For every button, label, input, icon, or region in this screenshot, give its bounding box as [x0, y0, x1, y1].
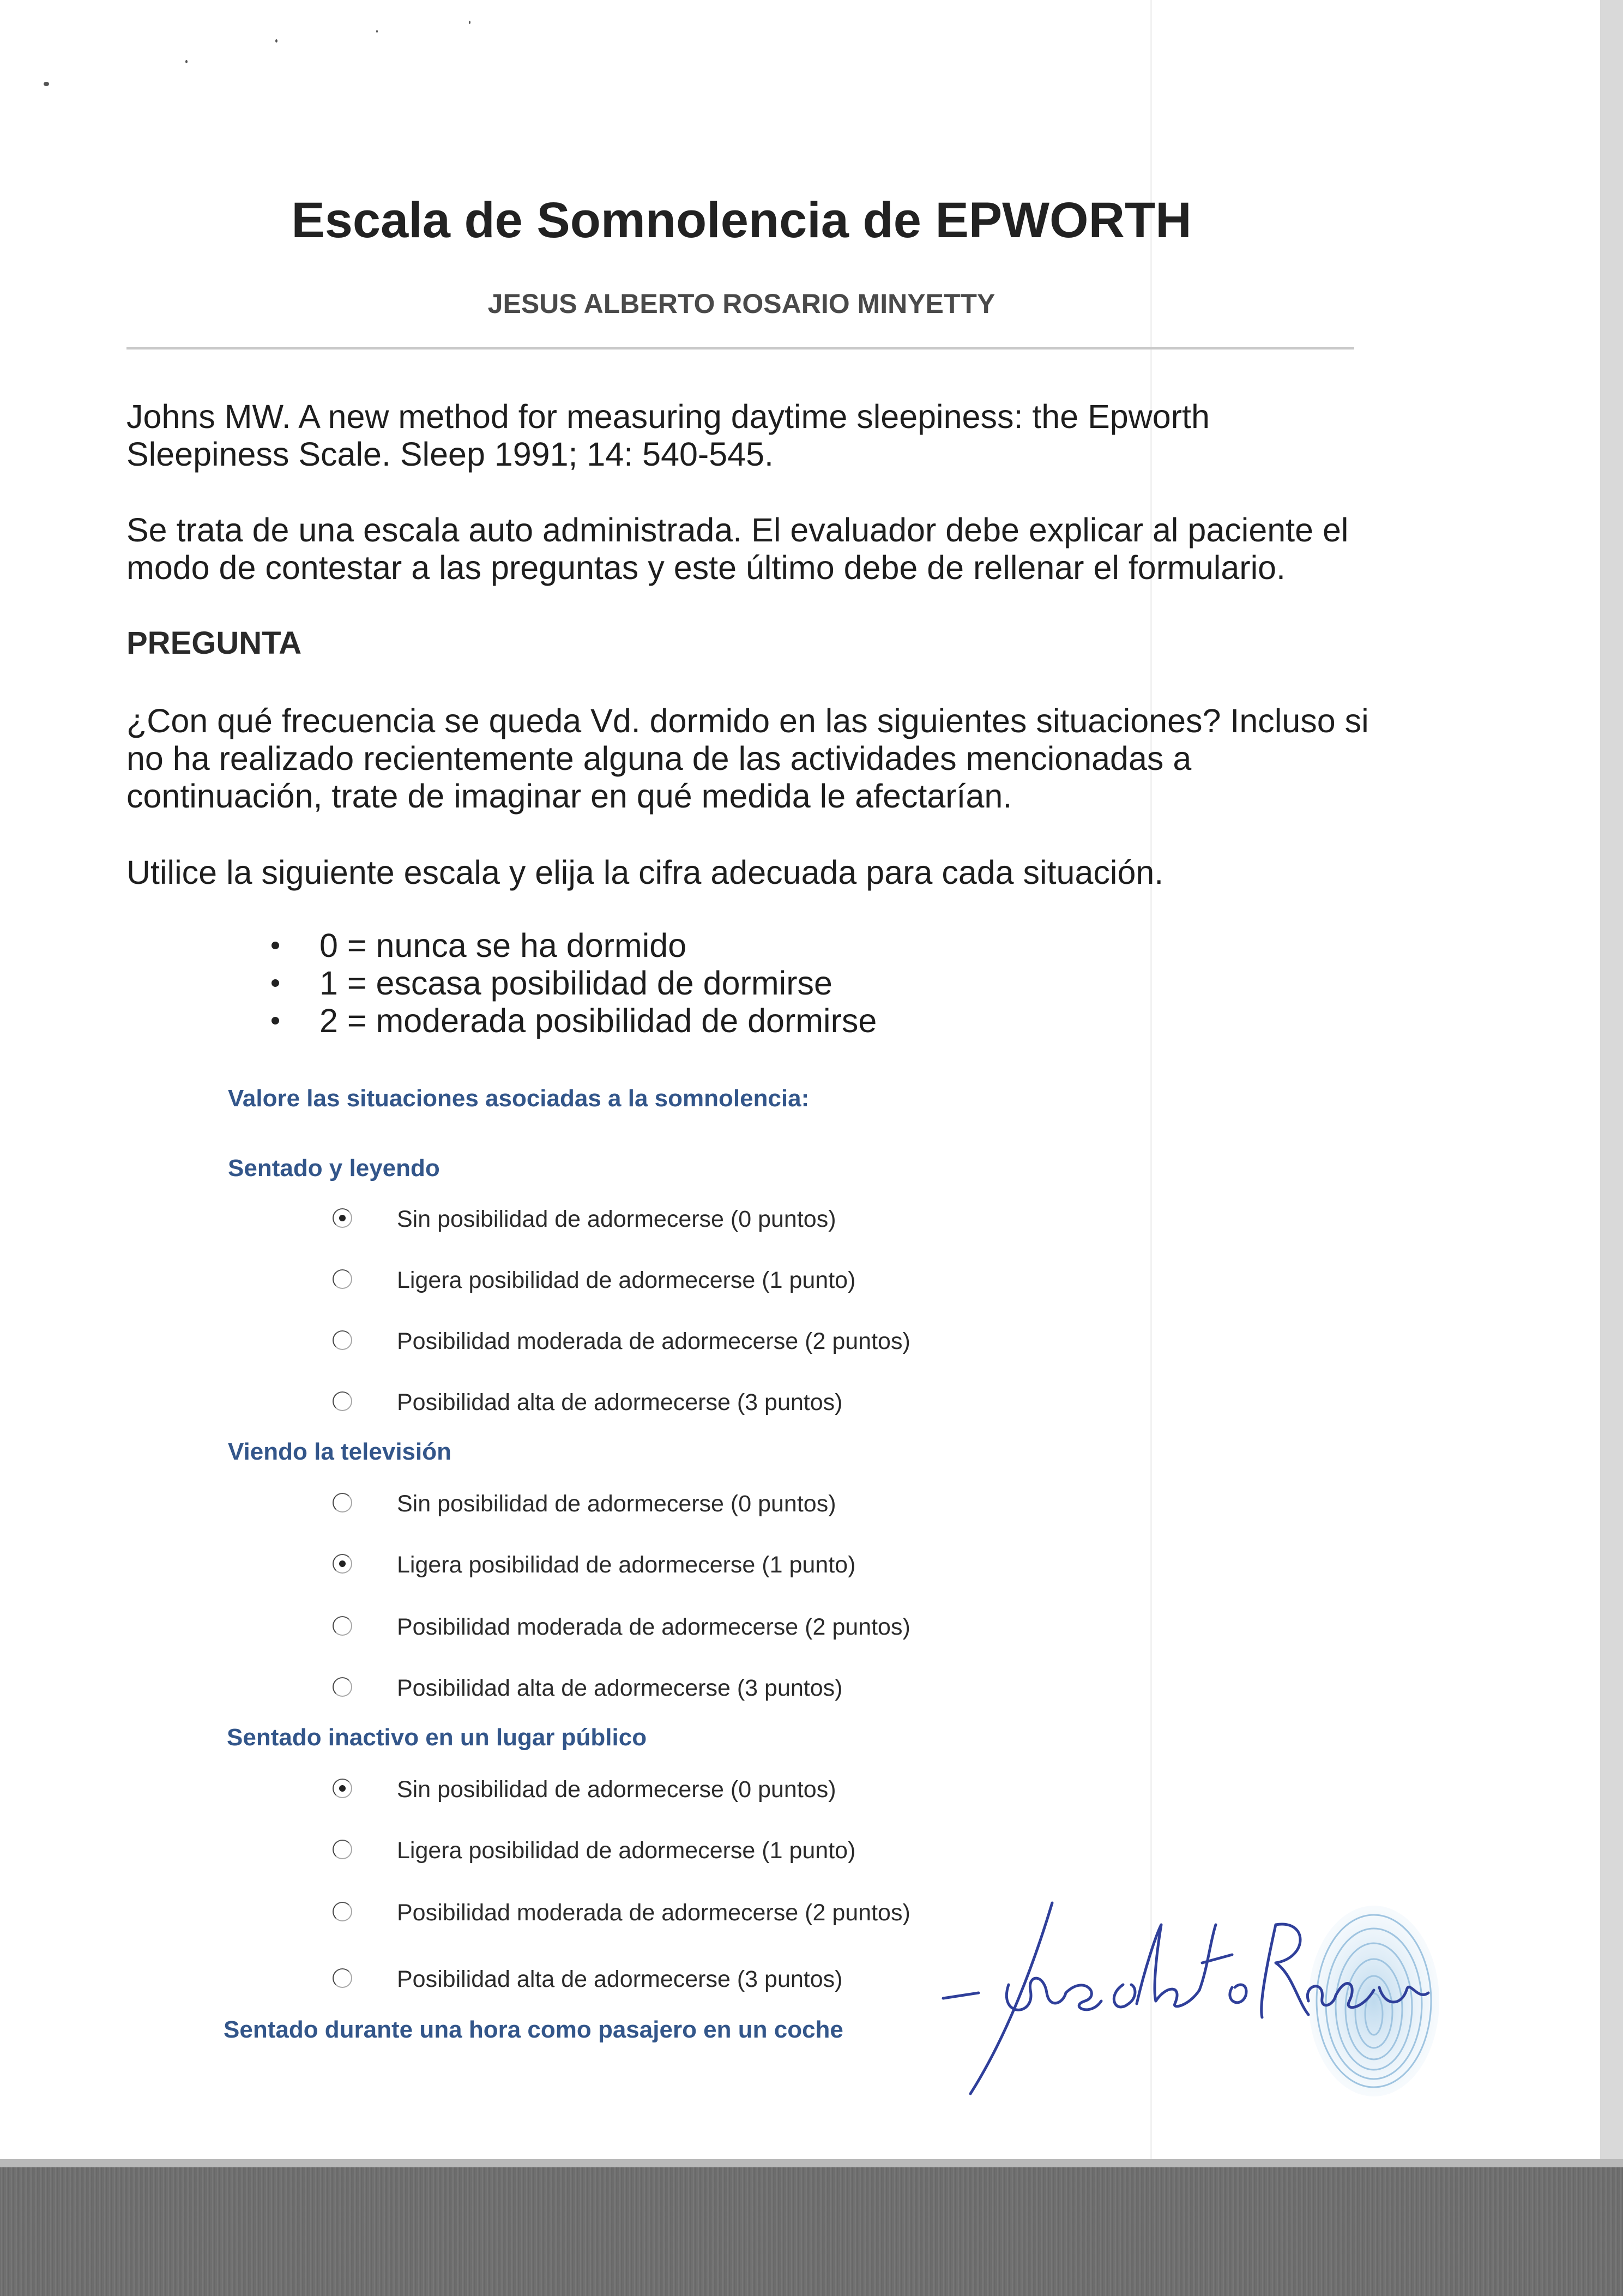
radio-button-icon[interactable] [333, 1616, 352, 1636]
citation [126, 398, 1380, 473]
radio-option-label: Sin posibilidad de adormecerse (0 puntos) [397, 1206, 836, 1232]
radio-option-label: Posibilidad moderada de adormecerse (2 puntos) [397, 1614, 910, 1640]
radio-option-label: Posibilidad moderada de adormecerse (2 puntos) [397, 1900, 910, 1926]
question-paragraph [126, 702, 1380, 815]
radio-button-icon[interactable] [333, 1330, 352, 1350]
radio-selected-dot [339, 1785, 346, 1792]
radio-option-label: Ligera posibilidad de adormecerse (1 punto) [397, 1552, 856, 1578]
bullet-icon [271, 979, 279, 987]
scan-speck [376, 30, 378, 33]
radio-option[interactable] [333, 1551, 1041, 1583]
radio-button-icon[interactable] [333, 1269, 352, 1289]
radio-option[interactable] [333, 1388, 1041, 1421]
scale-item: 0 = nunca se ha dormido [267, 927, 877, 965]
scan-edge [0, 2159, 1623, 2168]
radio-option[interactable] [333, 1490, 1041, 1522]
section-title: Sentado inactivo en un lugar público [227, 1724, 647, 1751]
radio-button-icon[interactable] [333, 1968, 352, 1988]
radio-option-label: Ligera posibilidad de adormecerse (1 punto) [397, 1837, 856, 1864]
section-title: Viendo la televisión [228, 1438, 451, 1465]
question-heading: PREGUNTA [126, 625, 302, 661]
radio-option-label: Posibilidad alta de adormecerse (3 puntos) [397, 1675, 843, 1701]
radio-button-icon[interactable] [333, 1840, 352, 1859]
scan-speck [469, 21, 470, 24]
intro-line: Se trata de una escala auto administrada. El evaluador debe explicar al paciente el [126, 511, 1349, 549]
radio-option[interactable] [333, 1775, 1041, 1808]
radio-button-icon[interactable] [333, 1493, 352, 1512]
header-divider [126, 347, 1354, 349]
form-heading: Valore las situaciones asociadas a la somnolencia: [228, 1085, 810, 1112]
scale-list [267, 927, 877, 1040]
section-title: Sentado durante una hora como pasajero en un coche [224, 2016, 843, 2043]
radio-button-icon[interactable] [333, 1554, 352, 1574]
instruction-text: Utilice la siguiente escala y elija la cifra adecuada para cada situación. [126, 854, 1164, 891]
fingerprint-mark [1308, 1906, 1439, 2096]
radio-button-icon[interactable] [333, 1902, 352, 1921]
radio-option[interactable] [333, 1266, 1041, 1299]
radio-option-label: Sin posibilidad de adormecerse (0 puntos) [397, 1776, 836, 1803]
radio-selected-dot [339, 1215, 346, 1221]
page-edge-shadow [1600, 0, 1623, 2167]
scan-speck [44, 82, 49, 86]
radio-option-label: Ligera posibilidad de adormecerse (1 punto) [397, 1267, 856, 1293]
handwritten-signature [927, 1892, 1450, 2110]
radio-option[interactable] [333, 1327, 1041, 1360]
scan-speck [275, 39, 277, 43]
document-title: Escala de Somnolencia de EPWORTH [291, 192, 1192, 248]
scale-item: 2 = moderada posibilidad de dormirse [267, 1002, 877, 1040]
radio-option[interactable] [333, 1836, 1041, 1869]
citation-line: Johns MW. A new method for measuring daytime sleepiness: the Epworth [126, 398, 1210, 435]
page-fold-line [1150, 0, 1152, 2159]
question-line: no ha realizado recientemente alguna de las actividades mencionadas a [126, 740, 1192, 777]
radio-button-icon[interactable] [333, 1779, 352, 1798]
radio-option-label: Posibilidad alta de adormecerse (3 puntos) [397, 1966, 843, 1992]
scanner-bed-area [0, 2167, 1623, 2296]
author-name: JESUS ALBERTO ROSARIO MINYETTY [487, 288, 995, 319]
scan-speck [185, 60, 188, 63]
radio-button-icon[interactable] [333, 1677, 352, 1697]
intro-paragraph [126, 511, 1380, 587]
scale-item: 1 = escasa posibilidad de dormirse [267, 965, 877, 1002]
radio-option-label: Sin posibilidad de adormecerse (0 puntos) [397, 1491, 836, 1517]
radio-option-label: Posibilidad moderada de adormecerse (2 puntos) [397, 1328, 910, 1354]
radio-button-icon[interactable] [333, 1208, 352, 1228]
radio-button-icon[interactable] [333, 1391, 352, 1411]
intro-line: modo de contestar a las preguntas y este último debe de rellenar el formulario. [126, 549, 1286, 586]
question-line: ¿Con qué frecuencia se queda Vd. dormido en las siguientes situaciones? Incluso si [126, 702, 1369, 739]
radio-option-label: Posibilidad alta de adormecerse (3 puntos) [397, 1389, 843, 1415]
bullet-icon [271, 942, 279, 949]
question-line: continuación, trate de imaginar en qué medida le afectarían. [126, 778, 1012, 815]
radio-option[interactable] [333, 1205, 1041, 1238]
section-title: Sentado y leyendo [228, 1155, 440, 1182]
radio-option[interactable] [333, 1613, 1041, 1646]
citation-line: Sleepiness Scale. Sleep 1991; 14: 540-545. [126, 436, 774, 473]
radio-selected-dot [339, 1560, 346, 1567]
radio-option[interactable] [333, 1674, 1041, 1707]
bullet-icon [271, 1017, 279, 1025]
